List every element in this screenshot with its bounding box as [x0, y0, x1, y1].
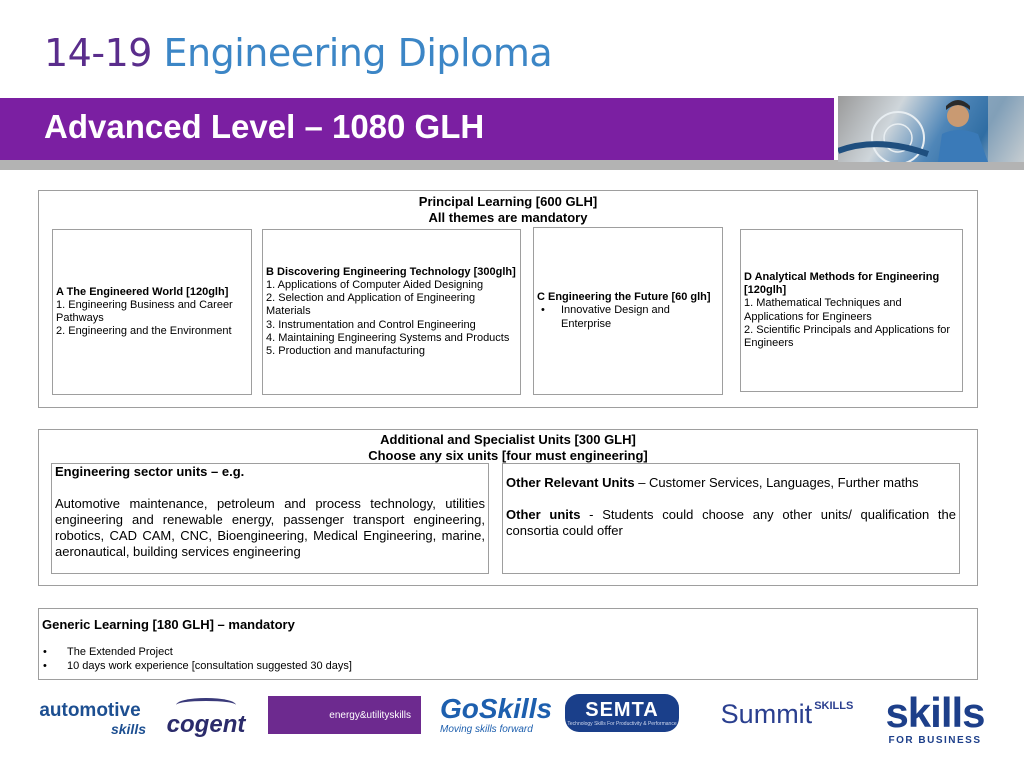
generic-learning-panel	[38, 608, 978, 680]
unit-c-box	[533, 227, 723, 395]
unit-b-line: 1. Applications of Computer Aided Designing	[266, 278, 484, 291]
brand-heading	[44, 30, 552, 76]
cogent-arc-icon	[176, 698, 236, 712]
skills-logo-name: skills	[885, 688, 985, 736]
additional-heading-line1: Additional and Specialist Units [300 GLH]	[380, 432, 636, 447]
brand-number: 14-19	[44, 31, 152, 75]
goskills-logo	[440, 690, 553, 738]
unit-b-line: 5. Production and manufacturing	[266, 345, 425, 357]
other-units	[506, 507, 956, 539]
unit-b-box	[262, 229, 521, 395]
engineer-photo-illustration	[838, 96, 1024, 162]
other-units-text: - Students could choose any other units/ qualification the consortia could offer	[506, 507, 956, 538]
unit-d-box	[740, 229, 963, 392]
cogent-logo-name: cogent	[166, 711, 246, 738]
goskills-logo-tagline: Moving skills forward	[440, 723, 533, 735]
sector-units-body: Automotive maintenance, petroleum and process technology, utilities engineering and renewable energy, passenger transport engineering, robotics, CAD CAM, CNC, Bioengineering, Medical Engineering, marine, aeronautical, building services engineering	[55, 496, 485, 559]
skills-logo-tagline: FOR BUSINESS	[888, 734, 982, 746]
unit-d-title: D Analytical Methods for Engineering [120glh]	[744, 270, 940, 297]
principal-heading	[39, 194, 977, 226]
unit-b-line: 3. Instrumentation and Control Engineering	[266, 318, 476, 331]
principal-heading-line2: All themes are mandatory	[428, 210, 588, 225]
other-relevant-text: – Customer Services, Languages, Further maths	[634, 475, 919, 490]
other-relevant-units	[506, 475, 956, 491]
unit-a-line: 1. Engineering Business and Career Pathways	[56, 298, 233, 324]
other-units-box	[502, 463, 960, 574]
additional-heading-line2: Choose any six units [four must engineering]	[368, 448, 648, 463]
brand-text: Engineering Diploma	[163, 31, 553, 75]
automotive-logo-name: automotive	[39, 700, 141, 721]
unit-d-line: 2. Scientific Principals and Applications for Engineers	[744, 323, 951, 349]
principal-heading-line1: Principal Learning [600 GLH]	[418, 194, 598, 209]
semta-logo	[565, 694, 679, 732]
generic-list	[42, 645, 974, 673]
summit-logo-name: Summit	[720, 699, 813, 729]
additional-heading	[39, 432, 977, 464]
page-title: Advanced Level – 1080 GLH	[44, 108, 485, 145]
sector-units-title: Engineering sector units – e.g.	[55, 464, 245, 479]
principal-learning-panel	[38, 190, 978, 408]
skills-for-business-logo	[880, 684, 990, 752]
automotive-skills-logo	[30, 702, 150, 738]
additional-units-panel	[38, 429, 978, 586]
unit-b-line: 2. Selection and Application of Engineering Materials	[266, 292, 476, 318]
cogent-logo	[168, 692, 244, 744]
summit-logo-suffix: SKILLS	[814, 700, 854, 712]
partner-logos	[0, 684, 1024, 768]
energy-logo-name: energy&utilityskills	[329, 709, 411, 721]
energy-utility-skills-logo	[268, 696, 421, 734]
unit-b-title: B Discovering Engineering Technology [300glh]	[266, 265, 516, 278]
unit-c-bullet: • Innovative Design and Enterprise	[537, 304, 719, 330]
semta-logo-tagline: Technology Skills For Productivity & Performance	[567, 721, 677, 727]
unit-a-title: A The Engineered World [120glh]	[56, 285, 229, 298]
engineer-photo	[838, 96, 1024, 162]
semta-logo-name: SEMTA	[585, 699, 659, 721]
unit-d-line: 1. Mathematical Techniques and Applications for Engineers	[744, 297, 902, 323]
unit-c-title: C Engineering the Future [60 glh]	[537, 291, 711, 304]
goskills-logo-name: GoSkills	[440, 692, 553, 724]
unit-b-line: 4. Maintaining Engineering Systems and Products	[266, 331, 510, 344]
sector-units-box	[51, 463, 489, 574]
summit-skills-logo	[712, 698, 862, 732]
title-bar	[0, 98, 834, 160]
automotive-logo-suffix: skills	[110, 721, 146, 737]
generic-title: Generic Learning [180 GLH] – mandatory	[42, 617, 295, 632]
generic-bullet: • 10 days work experience [consultation suggested 30 days]	[42, 659, 974, 673]
unit-c-list	[537, 304, 719, 330]
unit-a-line: 2. Engineering and the Environment	[56, 325, 232, 338]
generic-bullet: • The Extended Project	[42, 645, 974, 659]
other-units-label: Other units	[506, 507, 581, 522]
other-relevant-label: Other Relevant Units	[506, 475, 635, 490]
unit-a-box	[52, 229, 252, 395]
